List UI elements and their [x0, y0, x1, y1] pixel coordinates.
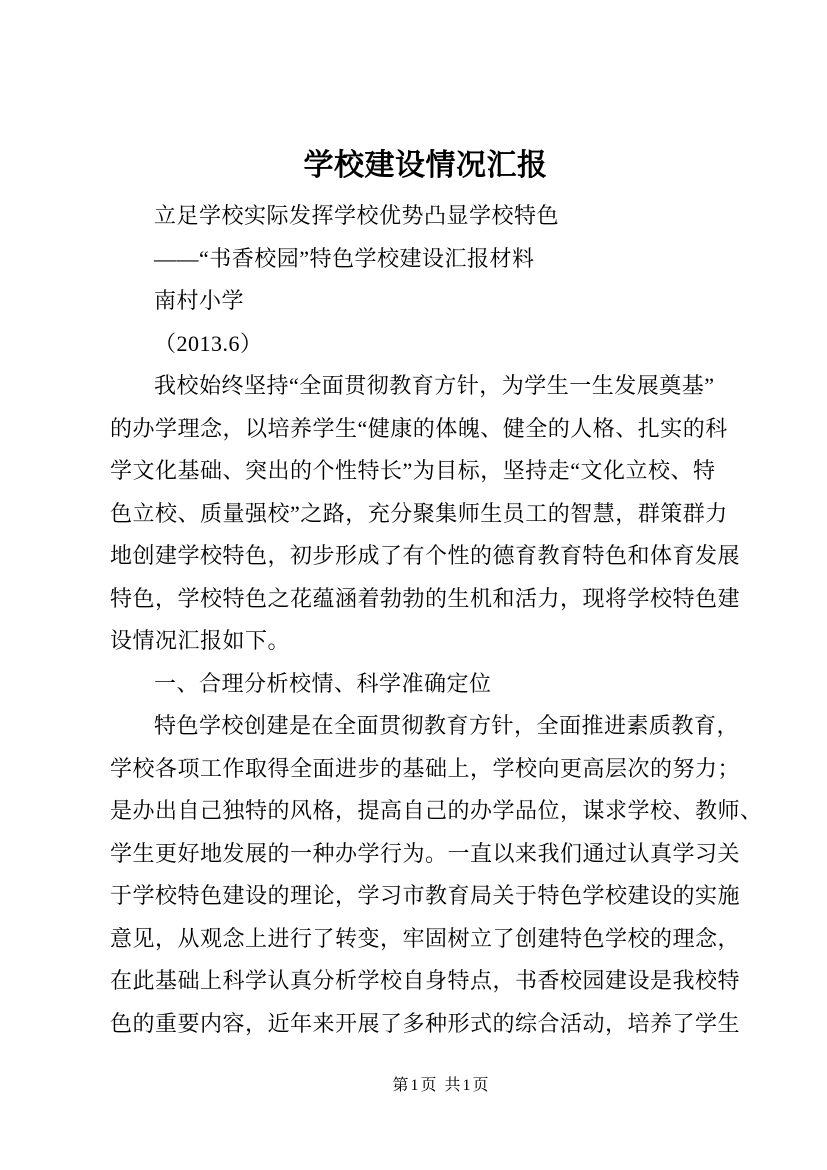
document-title: 学校建设情况汇报: [303, 149, 548, 182]
doc-line-16: 于学校特色建设的理论，学习市教育局关于特色学校建设的实施: [110, 883, 741, 908]
doc-line-10: 设情况汇报如下。: [110, 628, 291, 653]
doc-line-14: 是办出自己独特的风格，提高自己的办学品位，谋求学校、教师、: [110, 798, 763, 823]
doc-line-3: （2013.6）: [154, 330, 263, 356]
doc-line-8: 地创建学校特色，初步形成了有个性的德育教育特色和体育发展: [110, 543, 741, 568]
doc-line-9: 特色，学校特色之花蕴涵着勃勃的生机和活力，现将学校特色建: [110, 585, 741, 611]
doc-line-6: 学文化基础、突出的个性特长”为目标，坚持走“文化立校、特: [110, 458, 716, 483]
doc-line-17: 意见，从观念上进行了转变，牢固树立了创建特色学校的理念，: [110, 925, 741, 951]
doc-line-2: 南村小学: [154, 288, 245, 313]
doc-line-0: 立足学校实际发挥学校优势凸显学校特色: [154, 203, 560, 228]
page-number-footer: 第1页 共1页: [392, 1077, 491, 1094]
document-body: [110, 195, 763, 1045]
doc-line-1: ——“书香校园”特色学校建设汇报材料: [154, 245, 535, 271]
doc-line-12: 特色学校创建是在全面贯彻教育方针，全面推进素质教育，: [154, 713, 740, 738]
doc-line-11: 一、合理分析校情、科学准确定位: [154, 670, 492, 696]
doc-line-18: 在此基础上科学认真分析学校自身特点，书香校园建设是我校特: [110, 968, 741, 993]
doc-line-4: 我校始终坚持“全面贯彻教育方针，为学生一生发展奠基”: [154, 373, 715, 398]
doc-line-5: 的办学理念，以培养学生“健康的体魄、健全的人格、扎实的科: [110, 415, 728, 441]
doc-line-7: 色立校、质量强校”之路，充分聚集师生员工的智慧，群策群力: [110, 500, 728, 526]
doc-line-13: 学校各项工作取得全面进步的基础上，学校向更高层次的努力；: [110, 755, 741, 781]
doc-line-19: 色的重要内容，近年来开展了多种形式的综合活动，培养了学生: [110, 1010, 741, 1036]
doc-line-15: 学生更好地发展的一种办学行为。一直以来我们通过认真学习关: [110, 840, 741, 866]
